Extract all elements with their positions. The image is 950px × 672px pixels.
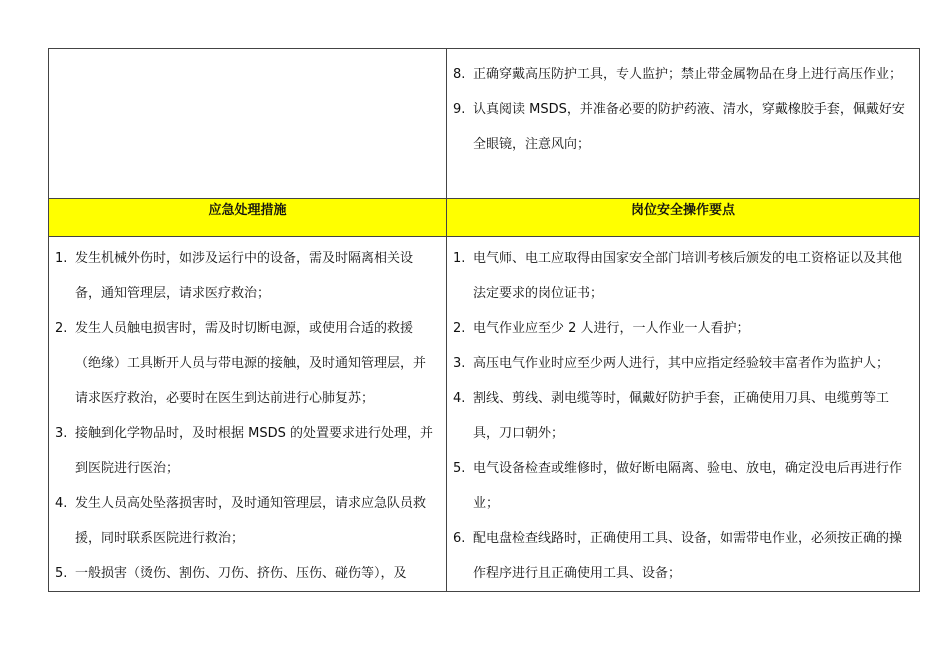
item-text: 电气作业应至少 2 人进行，一人作业一人看护；: [473, 321, 750, 336]
item-text: 认真阅读 MSDS，并准备必要的防护药液、清水，穿戴橡胶手套，佩戴好安全眼镜，注意风向；: [473, 102, 905, 152]
continued-items-cell: [447, 49, 920, 199]
list-item: [453, 451, 911, 521]
item-number: 5.: [453, 461, 466, 476]
header-safety: 岗位安全操作要点: [447, 199, 920, 237]
header-emergency: 应急处理措施: [49, 199, 447, 237]
item-number: 6.: [453, 531, 466, 546]
item-number: 4.: [453, 391, 466, 406]
document-page: [48, 48, 918, 592]
list-item: [453, 521, 911, 591]
item-text: 割线、剪线、剥电缆等时，佩戴好防护手套，正确使用刀具、电缆剪等工具，刀口朝外；: [473, 391, 890, 441]
list-item: [453, 241, 911, 311]
item-text: 一般损害（烫伤、割伤、刀伤、挤伤、压伤、碰伤等），及: [75, 566, 407, 581]
item-text: 发生机械外伤时，如涉及运行中的设备，需及时隔离相关设备，通知管理层，请求医疗救治；: [75, 251, 414, 301]
empty-cell: [49, 49, 447, 199]
list-item: [453, 311, 911, 346]
item-number: 3.: [55, 426, 68, 441]
list-item: [453, 92, 911, 162]
continued-list: [447, 49, 919, 162]
item-text: 电气设备检查或维修时，做好断电隔离、验电、放电，确定没电后再进行作业；: [473, 461, 903, 511]
item-text: 电气师、电工应取得由国家安全部门培训考核后颁发的电工资格证以及其他法定要求的岗位证书；: [473, 251, 903, 301]
safety-table: [48, 48, 920, 592]
safety-list: [447, 237, 919, 591]
list-item: [55, 556, 438, 591]
item-text: 接触到化学物品时，及时根据 MSDS 的处置要求进行处理，并到医院进行医治；: [75, 426, 433, 476]
safety-points-cell: [447, 237, 920, 592]
item-number: 5.: [55, 566, 68, 581]
list-item: [55, 311, 438, 416]
item-number: 1.: [453, 251, 466, 266]
item-number: 2.: [55, 321, 68, 336]
list-item: [55, 416, 438, 486]
item-text: 正确穿戴高压防护工具，专人监护；禁止带金属物品在身上进行高压作业；: [473, 67, 903, 82]
list-item: [453, 346, 911, 381]
list-item: [55, 486, 438, 556]
item-number: 1.: [55, 251, 68, 266]
emergency-measures-cell: [49, 237, 447, 592]
item-text: 发生人员高处坠落损害时，及时通知管理层，请求应急队员救援，同时联系医院进行救治；: [75, 496, 427, 546]
item-number: 9.: [453, 102, 466, 117]
item-text: 发生人员触电损害时，需及时切断电源，或使用合适的救援（绝缘）工具断开人员与带电源的接触，及时通知管理层，并请求医疗救治，必要时在医生到达前进行心肺复苏；: [75, 321, 427, 406]
item-text: 配电盘检查线路时，正确使用工具、设备，如需带电作业，必须按正确的操作程序进行且正确使用工具、设备；: [473, 531, 903, 581]
list-item: [55, 241, 438, 311]
table-header-row: [49, 199, 920, 237]
item-number: 3.: [453, 356, 466, 371]
item-number: 2.: [453, 321, 466, 336]
table-row-continued: [49, 49, 920, 199]
list-item: [453, 381, 911, 451]
item-text: 高压电气作业时应至少两人进行，其中应指定经验较丰富者作为监护人；: [473, 356, 890, 371]
emergency-list: [49, 237, 446, 591]
item-number: 8.: [453, 67, 466, 82]
item-number: 4.: [55, 496, 68, 511]
list-item: [453, 57, 911, 92]
table-row-body: [49, 237, 920, 592]
